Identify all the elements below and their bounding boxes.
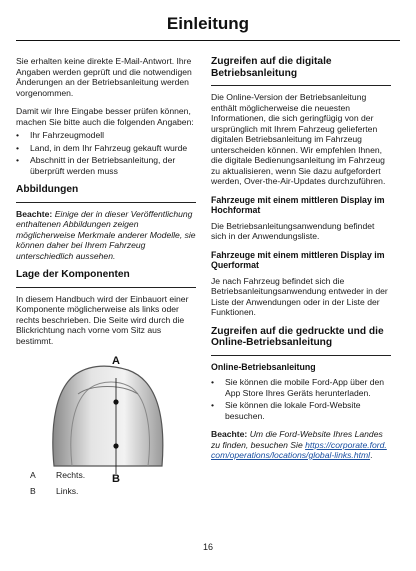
left-column [16,56,196,484]
legend-row [30,486,85,496]
figure-label-a: A [112,355,120,367]
online-manual-heading: Online-Betriebsanleitung [211,361,316,372]
landscape-display-paragraph: Je nach Fahrzeug befindet sich die Betriebsanleitungsanwendung entweder in der Liste der Anwendungen oder in der Liste der Funktionen. [211,275,388,317]
legend-row [30,470,85,480]
figure-legend [30,470,85,502]
ford-website-link[interactable]: https://corporate.ford.com/operations/locations/global-links.html [211,439,387,460]
list-item: • Abschnitt in der Betriebsanleitung, der überprüft werden muss [16,155,196,176]
portrait-display-heading: Fahrzeuge mit einem mittleren Display im Hochformat [211,194,385,215]
car-top-view-illustration [16,354,196,484]
section-rule [16,202,196,203]
section-rule [211,355,391,356]
lage-heading: Lage der Komponenten [16,269,130,280]
abbildungen-note [16,209,196,262]
list-item: • Sie können die lokale Ford-Website besuchen. [211,400,391,421]
section-rule [211,85,391,86]
note-end: . [370,450,373,460]
legend-text: Rechts. [56,470,86,480]
right-column [211,56,391,469]
lage-paragraph: In diesem Handbuch wird der Einbauort einer Komponente möglicherweise als links oder rechts beschrieben. Die Seite wird durch die Blickrichtung nach vorne vom Sitz aus bestimmt. [16,293,189,346]
legend-key: A [30,470,36,480]
provide-info-paragraph: Damit wir Ihre Eingabe besser prüfen können, machen Sie bitte auch die folgenden Angaben: [16,106,194,127]
seat-direction-figure [16,354,196,484]
note-text: Um die Ford-Website Ihres Landes zu finden, besuchen Sie [211,429,383,450]
info-bullet-list [16,130,196,176]
title-rule [16,40,400,41]
legend-text: Links. [56,486,79,496]
online-bullet-list [211,377,391,421]
figure-label-b: B [112,473,120,484]
note-label: Beachte: [16,208,53,219]
note-label: Beachte: [211,429,248,439]
list-item: • Ihr Fahrzeugmodell [16,130,196,141]
list-item: • Land, in dem Ihr Fahrzeug gekauft wurde [16,143,196,154]
page-title: Einleitung [166,14,250,33]
note-text: Einige der in dieser Veröffentlichung enthaltenen Abbildungen zeigen möglicherweise Merkmale anderer Modelle, sie können daher bei Ihrem Fahrzeug unterschiedlich aussehen. [16,208,196,261]
digital-manual-heading: Zugreifen auf die digitale Betriebsanleitung [211,56,332,79]
section-rule [16,287,196,288]
intro-paragraph: Sie erhalten keine direkte E-Mail-Antwort. Ihre Angaben werden geprüft und die notwendigen Änderungen an der Betriebsanleitung werden vorgenommen. [16,56,192,98]
landscape-display-heading: Fahrzeuge mit einem mittleren Display im Querformat [211,249,385,270]
list-item: • Sie können die mobile Ford-App über den App Store Ihres Geräts herunterladen. [211,377,391,398]
website-note [211,429,391,461]
page-number: 16 [202,542,213,552]
portrait-display-paragraph: Die Betriebsanleitungsanwendung befindet sich in der Anwendungsliste. [211,220,375,241]
legend-key: B [30,486,36,496]
abbildungen-heading: Abbildungen [16,184,79,195]
printed-online-heading: Zugreifen auf die gedruckte und die Online-Betriebsanleitung [211,325,384,348]
digital-manual-paragraph: Die Online-Version der Betriebsanleitung enthält möglicherweise die neuesten Informationen, die sich geringfügig von der ursprünglich mit Ihrem Fahrzeug gelieferten digitalen Betriebsanleitung im Fahrzeug unterscheiden können. Wir empfehlen Ihnen, die digitale Bedienungsanleitung im Fahrzeug zu aktualisieren, wenn Sie dazu aufgefordert werden, Over-the-Air-Updates durchzuführen. [211,92,386,186]
